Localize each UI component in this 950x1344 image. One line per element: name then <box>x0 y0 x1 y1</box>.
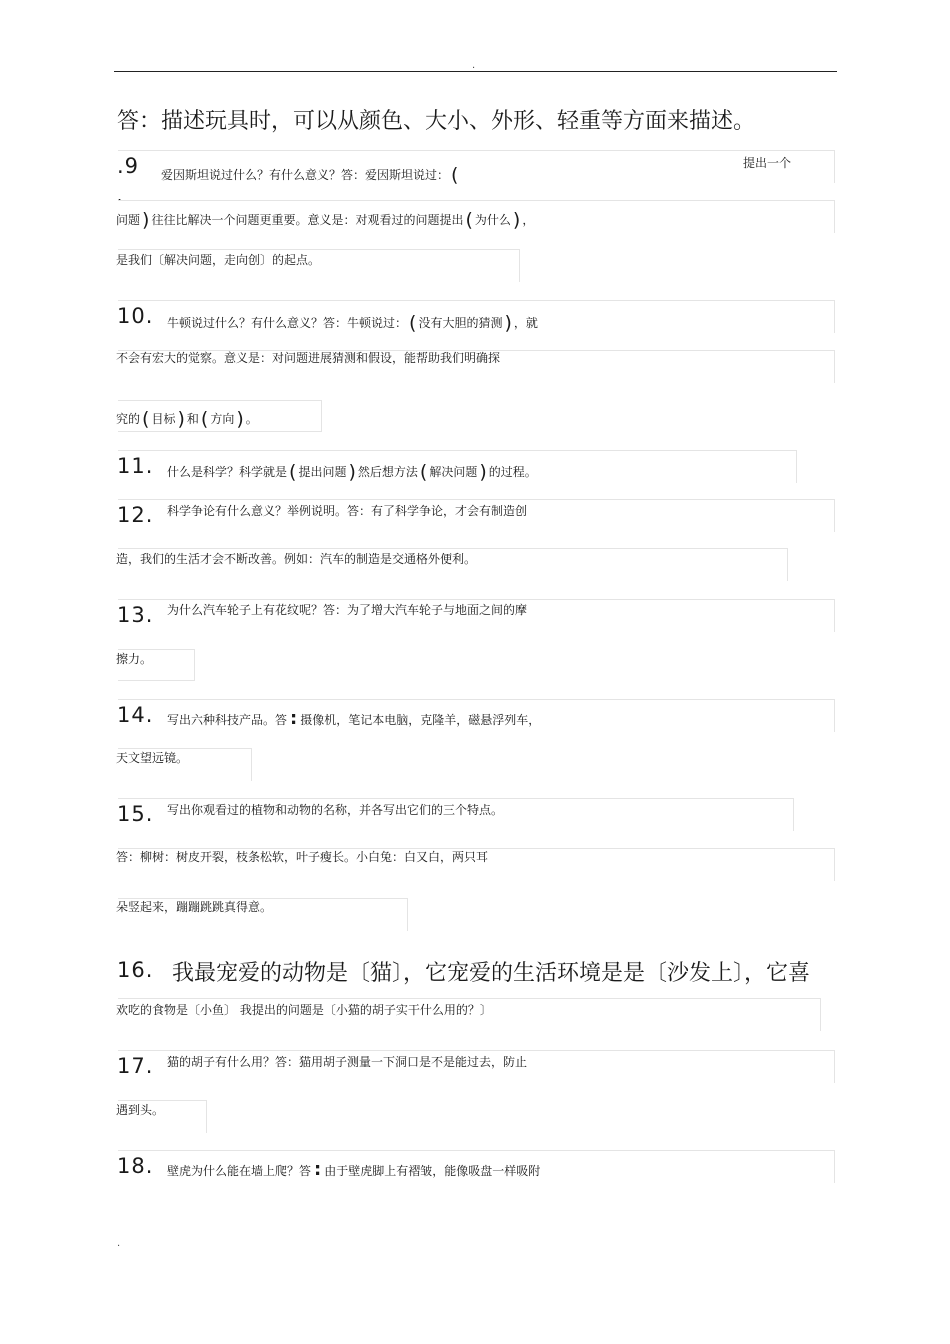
q14-question <box>167 708 540 729</box>
q9-question <box>161 162 460 184</box>
header-dot: . <box>472 60 476 71</box>
q16-line-1: 我最宠爱的动物是〔猫〕，它宠爱的生活环境是是〔沙发上〕，它喜 <box>172 961 811 986</box>
paren-open: ( <box>451 164 459 186</box>
q9-answer-1: 提出一个 <box>743 156 792 170</box>
q11-answer-2: 解决问题 <box>429 465 478 479</box>
q18-colon: : <box>314 1159 322 1180</box>
q13-line-2: 擦力。 <box>116 652 153 666</box>
q11-mid: 然后想方法 <box>357 465 418 479</box>
paren-open: ( <box>200 408 209 430</box>
q16-line-2: 欢吃的食物是〔小鱼〕 我提出的问题是〔小猫的胡子实干什么用的？〕 <box>116 1003 492 1017</box>
q10-line-2: 不会有宏大的觉察。意义是：对问题进展猜测和假设，能帮助我们明确探 <box>116 351 501 365</box>
q10-number: 10. <box>117 304 154 328</box>
paren-open: ( <box>419 461 428 483</box>
q18-answer: 由于壁虎脚上有褶皱，能像吸盘一样吸附 <box>324 1164 541 1178</box>
q16-number: 16. <box>117 958 154 982</box>
q10-line-1-end: ，就 <box>513 316 538 330</box>
q9-line-2 <box>116 207 534 229</box>
q12-line-1: 科学争论有什么意义？举例说明。答：有了科学争论，才会有制造创 <box>167 504 528 518</box>
q9-number: .9 <box>117 154 140 178</box>
q10-line-3-end: 。 <box>245 412 258 426</box>
q11-question <box>167 459 537 481</box>
q12-number: 12. <box>117 503 154 527</box>
paren-open: ( <box>409 312 417 334</box>
header-rule <box>114 71 837 72</box>
q9-answer-2: 问题 <box>116 213 141 227</box>
q14-colon: : <box>290 708 298 729</box>
q9-line-3: 是我们〔解决问题，走向创〕的起点。 <box>116 253 321 267</box>
paren-close: ) <box>142 209 150 231</box>
q9-answer-3: 为什么 <box>474 213 511 227</box>
q14-question-text: 写出六种科技产品。答 <box>167 713 288 727</box>
answer-8: 答：描述玩具时，可以从颜色、大小、外形、轻重等方面来描述。 <box>117 109 756 134</box>
q11-answer-1: 提出问题 <box>298 465 347 479</box>
paren-close: ) <box>236 408 244 430</box>
q17-number: 17. <box>117 1054 154 1078</box>
paren-open: ( <box>289 461 297 483</box>
q18-question-text: 壁虎为什么能在墙上爬？答 <box>167 1164 312 1178</box>
q15-number: 15. <box>117 802 154 826</box>
q17-line-1: 猫的胡子有什么用？答：猫用胡子测量一下洞口是不是能过去，防止 <box>167 1055 528 1069</box>
paren-close: ) <box>479 461 487 483</box>
q10-line-3-start: 究的 <box>116 412 141 426</box>
q17-line-2: 遇到头。 <box>116 1103 165 1117</box>
q14-line-2: 天文望远镜。 <box>116 751 189 765</box>
q10-question <box>167 310 538 332</box>
paren-close: ) <box>177 408 185 430</box>
q10-line-3-mid: 和 <box>186 412 199 426</box>
q15-line-2: 答：柳树：树皮开裂，枝条松软，叶子瘦长。小白兔：白又白，两只耳 <box>116 850 489 864</box>
q10-answer-2: 目标 <box>151 412 176 426</box>
q13-number: 13. <box>117 603 154 627</box>
q10-question-text: 牛顿说过什么？有什么意义？答：牛顿说过： <box>167 316 408 330</box>
paren-close: ) <box>348 461 356 483</box>
q18-question <box>167 1159 540 1180</box>
paren-open: ( <box>465 209 473 231</box>
q9-line-2-end: ， <box>522 213 535 227</box>
q9-question-text: 爱因斯坦说过什么？有什么意义？答：爱因斯坦说过： <box>161 168 450 182</box>
q10-line-3 <box>116 406 258 428</box>
q11-number: 11. <box>117 454 154 478</box>
paren-close: ) <box>504 312 512 334</box>
q14-answer: 摄像机，笔记本电脑，克隆羊，磁悬浮列车， <box>300 713 541 727</box>
footer-dot: . <box>117 1238 121 1249</box>
q9-number-dot: . <box>117 186 123 205</box>
q9-line-2-text: 往往比解决一个问题更重要。意义是：对观看过的问题提出 <box>151 213 464 227</box>
q15-line-3: 朵竖起来，蹦蹦跳跳真得意。 <box>116 900 273 914</box>
q10-answer-1: 没有大胆的猜测 <box>418 316 503 330</box>
q15-line-1: 写出你观看过的植物和动物的名称，并各写出它们的三个特点。 <box>167 803 504 817</box>
q11-end: 的过程。 <box>488 465 537 479</box>
q18-number: 18. <box>117 1154 154 1178</box>
q11-question-text: 什么是科学？科学就是 <box>167 465 288 479</box>
q14-number: 14. <box>117 703 154 727</box>
q13-line-1: 为什么汽车轮子上有花纹呢？答：为了增大汽车轮子与地面之间的摩 <box>167 603 528 617</box>
q12-line-2: 造，我们的生活才会不断改善。例如：汽车的制造是交通格外便利。 <box>116 552 477 566</box>
paren-open: ( <box>142 408 150 430</box>
q10-answer-3: 方向 <box>210 412 235 426</box>
paren-close: ) <box>512 209 521 231</box>
